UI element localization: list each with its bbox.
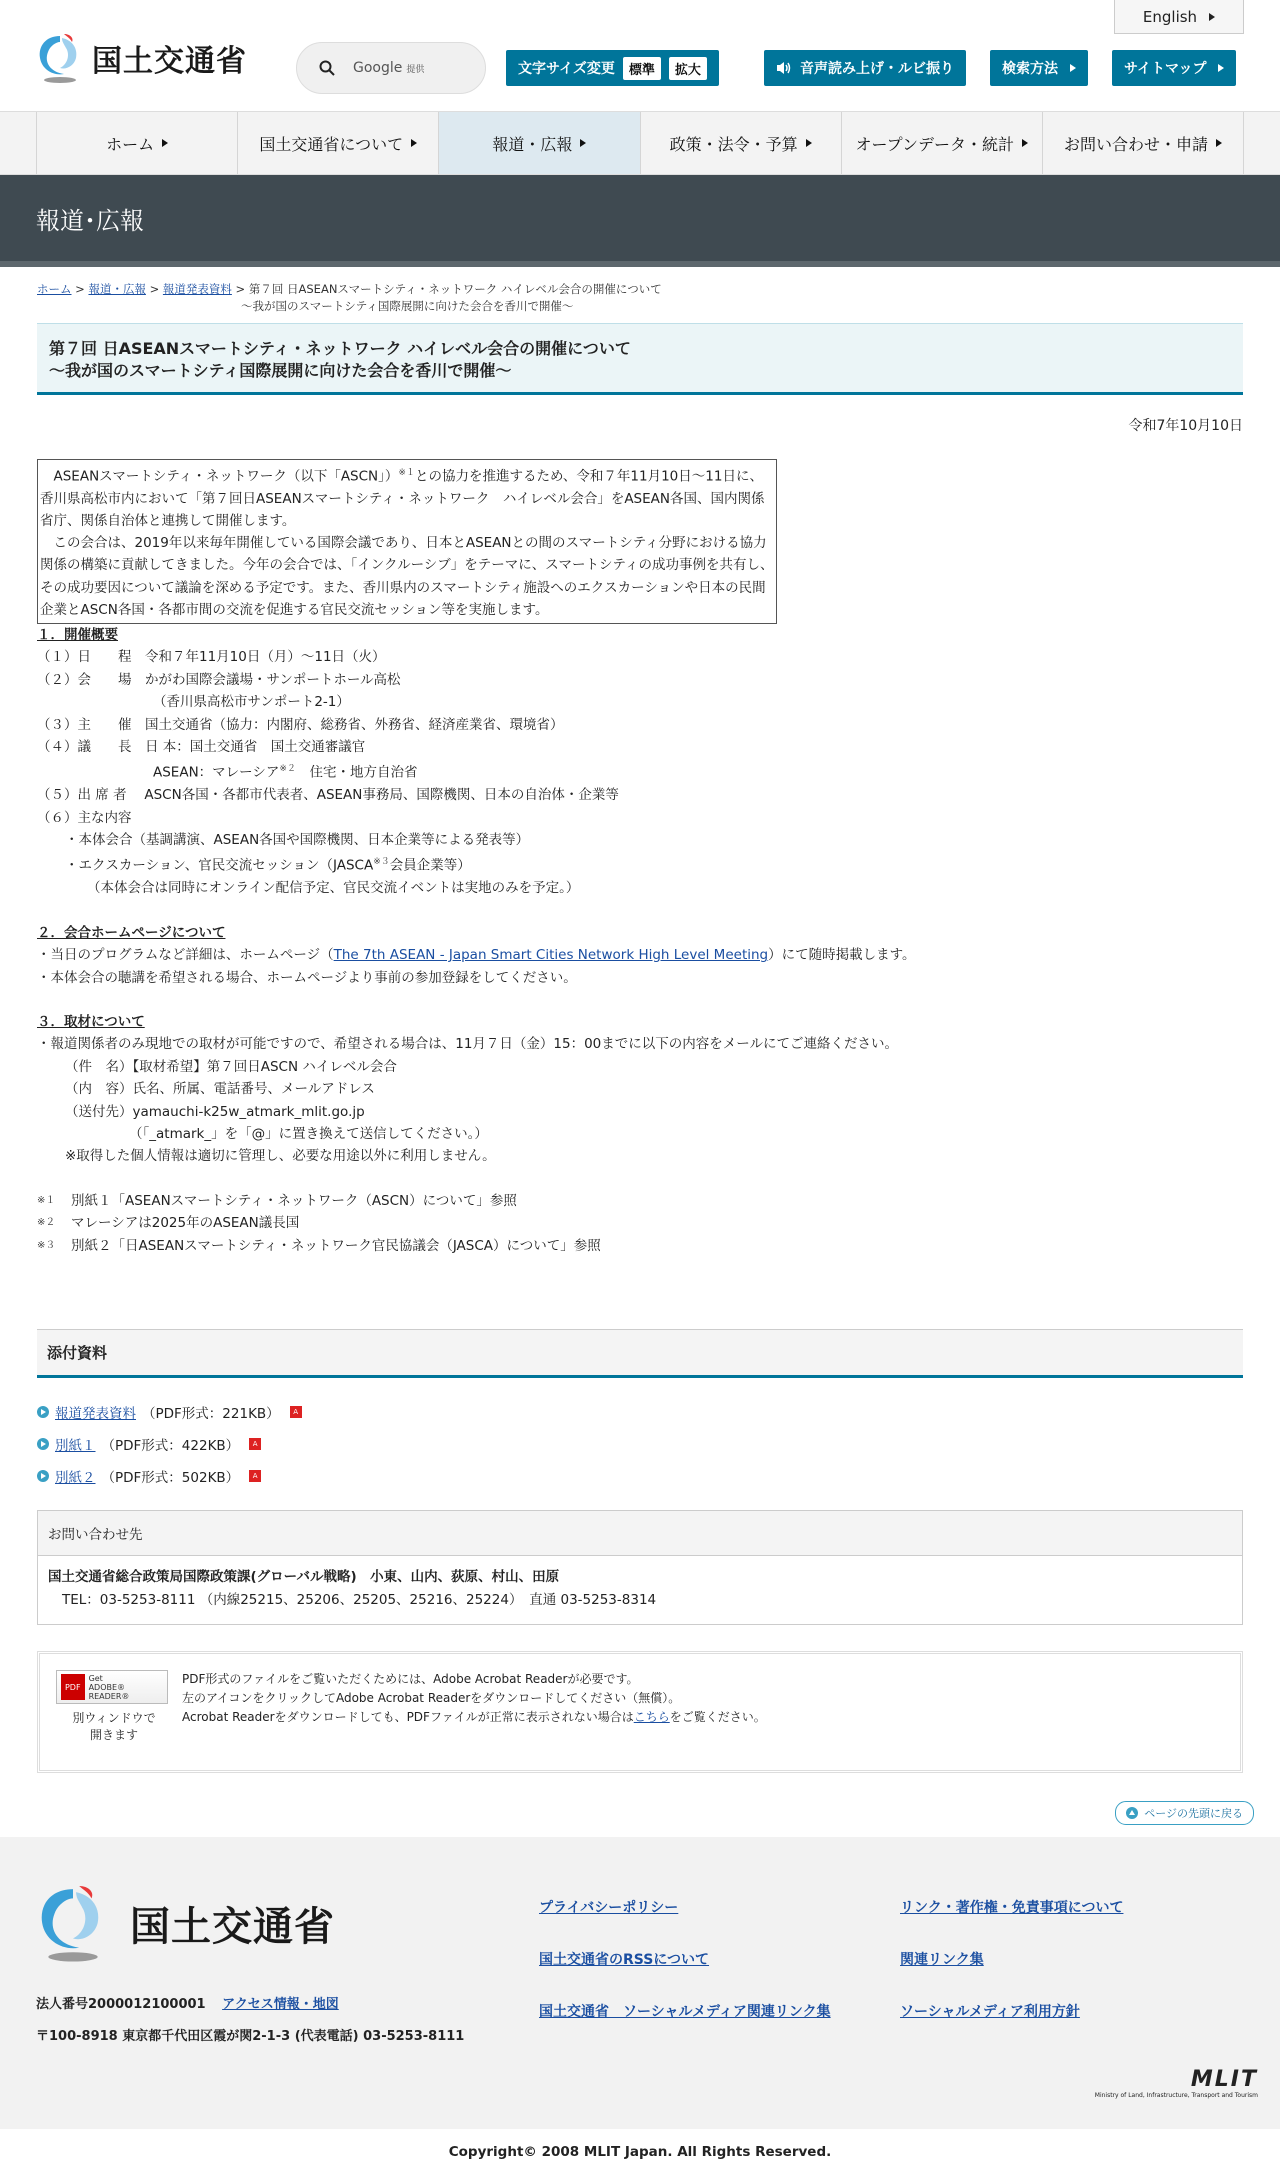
font-size-label: 文字サイズ変更 — [518, 61, 615, 77]
sitemap-label: サイトマップ — [1124, 61, 1207, 77]
attendees-line: （５）出 席 者 ASCN各国・各都市代表者、ASEAN事務局、国際機関、日本の自治体・企業等 — [37, 787, 619, 804]
coverage-replace-note: （「_atmark_」を「@」に置き換えて送信してください。） — [129, 1126, 488, 1143]
release-date: 令和7年10月10日 — [1128, 418, 1243, 434]
site-header — [0, 0, 1280, 112]
nav-item-opendata[interactable] — [841, 112, 1042, 174]
schedule-line: （１）日 程 令和７年11月10日（月）～11日（火） — [37, 649, 386, 666]
venue-line: （２）会 場 かがわ国際会議場・サンポートホール高松 — [37, 671, 401, 688]
breadcrumb-current: 第７回 日ASEANスマートシティ・ネットワーク ハイレベル会合の開催について — [248, 282, 662, 296]
search-method-label: 検索方法 — [1002, 61, 1058, 77]
arrow-right-icon — [1070, 64, 1076, 72]
page-top-label: ページの先頭に戻る — [1144, 1807, 1243, 1821]
section3-title: ３．取材について — [37, 1014, 145, 1031]
attachment-meta: （PDF形式：221KB） — [142, 1406, 280, 1423]
reader-help-link[interactable]: こちら — [633, 1710, 670, 1725]
content-item-3: （本体会合は同時にオンライン配信予定、官民交流イベントは実地のみを予定。） — [87, 880, 580, 897]
page-top-button[interactable] — [1115, 1801, 1254, 1825]
content-item-2: ・エクスカーション、官民交流セッション（JASCA$^{※3}$会員企業等） — [65, 857, 471, 874]
breadcrumb-current-sub: ～我が国のスマートシティ国際展開に向けた会合を香川で開催～ — [241, 299, 574, 313]
attachment-link-appendix-1[interactable]: 別紙１ — [55, 1438, 96, 1455]
site-logo[interactable] — [36, 32, 247, 84]
attachments-heading: 添付資料 — [37, 1329, 1243, 1378]
english-button[interactable] — [1114, 0, 1244, 34]
attachments-list — [37, 1396, 1243, 1492]
breadcrumb-press[interactable]: 報道・広報 — [88, 282, 146, 296]
footer-link-copyright[interactable]: リンク・著作権・免責事項について — [900, 1900, 1124, 1917]
nav-label: 報道・広報 — [492, 134, 573, 154]
coverage-subject: （件 名）【取材希望】第７回日ASCN ハイレベル会合 — [65, 1058, 397, 1075]
arrow-right-icon — [162, 139, 168, 147]
english-label: English — [1142, 7, 1198, 26]
arrow-right-icon — [1218, 64, 1224, 72]
attachment-item — [37, 1396, 1243, 1428]
font-size-control — [506, 50, 719, 86]
nav-item-about[interactable] — [237, 112, 438, 174]
section-title: 報道･広報 — [36, 206, 144, 235]
pdf-icon: A — [249, 1438, 261, 1450]
article-body — [37, 624, 1243, 1257]
chair-line: （４）議 長 日 本：国土交通省 国土交通審議官 — [37, 738, 366, 755]
contact-heading: お問い合わせ先 — [38, 1511, 1242, 1556]
speaker-icon — [776, 61, 792, 75]
nav-label: 国土交通省について — [259, 134, 404, 154]
site-footer — [0, 1837, 1280, 2129]
sitemap-button[interactable] — [1112, 50, 1236, 86]
arrow-up-icon — [1126, 1807, 1138, 1819]
nav-item-home[interactable] — [36, 112, 237, 174]
breadcrumb-releases[interactable]: 報道発表資料 — [162, 282, 232, 296]
global-nav — [0, 112, 1280, 175]
new-window-note: 別ウィンドウで 開きます — [72, 1711, 156, 1743]
nav-label: ホーム — [106, 134, 155, 154]
coverage-content: （内 容）氏名、所属、電話番号、メールアドレス — [65, 1081, 375, 1098]
get-adobe-reader-button[interactable] — [56, 1670, 168, 1704]
homepage-line: ・当日のプログラムなど詳細は、ホームページ（The 7th ASEAN - Japan Smart Cities Network High Level Meeting）にて随時掲載します。 — [37, 947, 916, 964]
footer-link-related[interactable]: 関連リンク集 — [900, 1952, 984, 1969]
attachment-link-appendix-2[interactable]: 別紙２ — [55, 1470, 96, 1487]
adobe-reader-box — [37, 1651, 1243, 1773]
footer-link-social[interactable]: 国土交通省 ソーシャルメディア関連リンク集 — [539, 2004, 831, 2021]
nav-item-contact[interactable] — [1042, 112, 1244, 174]
font-large-button[interactable]: 拡大 — [669, 57, 707, 80]
contact-org: 国土交通省総合政策局国際政策課(グローバル戦略) 小東、山内、荻原、村山、田原 — [48, 1569, 560, 1586]
search-icon[interactable] — [319, 60, 335, 76]
arrow-right-icon — [411, 139, 417, 147]
corporate-number: 法人番号2000012100001 アクセス情報・地図 — [36, 1997, 339, 2013]
nav-label: お問い合わせ・申請 — [1063, 134, 1208, 154]
coverage-email: （送付先）yamauchi-k25w_atmark_mlit.go.jp — [65, 1103, 365, 1120]
breadcrumb: ホーム > 報道・広報 > 報道発表資料 > 第７回 日ASEANスマートシティ・ネットワーク ハイレベル会合の開催について ～我が国のスマートシティ国際展開に向けた会合を香川で開催～ — [37, 281, 1243, 315]
footnote-3: ※３ 別紙２「日ASEANスマートシティ・ネットワーク官民協議会（JASCA）について」参照 — [37, 1237, 601, 1254]
registration-line: ・本体会合の聴講を希望される場合、ホームページより事前の参加登録をしてください。 — [37, 969, 577, 986]
mlit-logo-icon — [36, 1881, 110, 1965]
section2-title: ２．会合ホームページについて — [37, 924, 226, 941]
contact-box — [37, 1510, 1243, 1625]
nav-label: 政策・法令・予算 — [669, 134, 798, 154]
attachment-link-press-release[interactable]: 報道発表資料 — [55, 1406, 136, 1423]
bullet-arrow-icon — [37, 1406, 49, 1418]
footer-logo[interactable] — [36, 1881, 335, 1965]
pdf-icon: A — [290, 1406, 302, 1418]
adobe-badge-text: Get ADOBE® READER® — [88, 1673, 130, 1701]
nav-item-press[interactable] — [438, 112, 639, 174]
arrow-right-icon — [1022, 139, 1028, 147]
nav-label: オープンデータ・統計 — [855, 134, 1015, 154]
coverage-line: ・報道関係者のみ現地での取材が可能ですので、希望される場合は、11月７日（金）15：00までに以下の内容をメールにてご連絡ください。 — [37, 1036, 898, 1053]
contact-tel: TEL：03-5253-8111 （内線25215、25206、25205、25216、25224） 直通 03-5253-8314 — [62, 1592, 657, 1609]
attachment-item — [37, 1460, 1243, 1492]
bullet-arrow-icon — [37, 1438, 49, 1450]
lead-paragraph-1: ASEANスマートシティ・ネットワーク（以下「ASCN」）$^{※1}$との協力を推進するため、令和７年11月10日～11日に、香川県高松市内において「第７回日ASEANスマートシティ・ネットワーク ハイレベル会合」をASEAN各国、国内関係省庁、関係自治体と連携して開催します。 — [40, 468, 765, 529]
page-title-line2: ～我が国のスマートシティ国際展開に向けた会合を香川で開催～ — [49, 361, 512, 380]
mlit-logo-icon — [36, 32, 84, 84]
pdf-icon: A — [249, 1470, 261, 1482]
arrow-right-icon — [806, 139, 812, 147]
access-map-link[interactable]: アクセス情報・地図 — [222, 1997, 339, 2013]
footer-link-social-policy[interactable]: ソーシャルメディア利用方針 — [900, 2004, 1080, 2021]
search-method-button[interactable] — [990, 50, 1088, 86]
meeting-homepage-link[interactable]: The 7th ASEAN - Japan Smart Cities Network High Level Meeting — [333, 947, 769, 964]
copyright: Copyright© 2008 MLIT Japan. All Rights Reserved. — [448, 2144, 832, 2161]
bullet-arrow-icon — [37, 1470, 49, 1482]
main-content — [0, 281, 1280, 1773]
lead-paragraph-2: この会合は、2019年以来毎年開催している国際会議であり、日本とASEANとの間のスマートシティ分野における協力関係の構築に貢献してきました。今年の会合では、「インクルーシブ」をテーマに、スマートシティの成功事例を共有し、その成功要因について議論を深める予定です。また、香川県内のスマートシティ施設へのエクスカーションや日本の民間企業とASCN各国・各都市間の交流を促進する官民交流セッション等を実施します。 — [40, 535, 774, 618]
venue-address: （香川県高松市サンポート2-1） — [153, 694, 350, 711]
font-normal-button[interactable]: 標準 — [623, 57, 661, 80]
arrow-right-icon — [580, 139, 586, 147]
adobe-pdf-icon: PDF — [61, 1674, 85, 1700]
nav-item-policy[interactable] — [640, 112, 841, 174]
audio-ruby-button[interactable] — [764, 50, 966, 86]
section1-title: １．開催概要 — [37, 626, 118, 643]
content-item-1: ・本体会合（基調講演、ASEAN各国や国際機関、日本企業等による発表等） — [65, 832, 530, 849]
arrow-right-icon — [1209, 13, 1215, 21]
footer-logo-text: 国土交通省 — [130, 1903, 335, 1950]
mlit-wordmark: MLIT Ministry of Land, Infrastructure, Transport and Tourism — [1094, 2067, 1258, 2100]
footnote-2: ※２ マレーシアは2025年のASEAN議長国 — [37, 1215, 300, 1232]
page-title — [37, 323, 1243, 395]
footer-link-rss[interactable]: 国土交通省のRSSについて — [539, 1952, 710, 1969]
privacy-note: ※取得した個人情報は適切に管理し、必要な用途以外に利用しません。 — [65, 1148, 496, 1165]
search-box[interactable] — [296, 42, 486, 94]
reader-description: PDF形式のファイルをご覧いただくためには、Adobe Acrobat Readerが必要です。 左のアイコンをクリックしてAdobe Acrobat Readerをダウンロードしてください（無償）。 Acrobat Readerをダウンロードしても、PDFファイルが正常に表示されない場合はこちらをご覧ください。 — [182, 1672, 766, 1725]
page-top-area — [0, 1801, 1254, 1825]
attachment-meta: （PDF形式：502KB） — [101, 1470, 240, 1487]
footer-address: 〒100-8918 東京都千代田区霞が関2-1-3 (代表電話) 03-5253-8111 — [36, 2029, 465, 2045]
footer-link-privacy[interactable]: プライバシーポリシー — [539, 1900, 679, 1917]
audio-ruby-label: 音声読み上げ・ルビ振り — [800, 61, 954, 77]
attachment-meta: （PDF形式：422KB） — [101, 1438, 240, 1455]
host-line: （３）主 催 国土交通省（協力：内閣府、総務省、外務省、経済産業省、環境省） — [37, 716, 564, 733]
section-band — [0, 175, 1280, 267]
breadcrumb-home[interactable]: ホーム — [37, 282, 72, 296]
content-line: （６）主な内容 — [37, 809, 132, 826]
arrow-right-icon — [1216, 139, 1222, 147]
chair-asean-line: ASEAN：マレーシア$^{※2}$ 住宅・地方自治省 — [153, 764, 418, 781]
search-placeholder: Google 提供 — [353, 60, 425, 76]
attachment-item — [37, 1428, 1243, 1460]
footnote-1: ※１ 別紙１「ASEANスマートシティ・ネットワーク（ASCN）について」参照 — [37, 1192, 517, 1209]
logo-text: 国土交通省 — [92, 44, 247, 79]
page-title-line1: 第７回 日ASEANスマートシティ・ネットワーク ハイレベル会合の開催について — [49, 339, 631, 358]
lead-box — [37, 459, 777, 624]
